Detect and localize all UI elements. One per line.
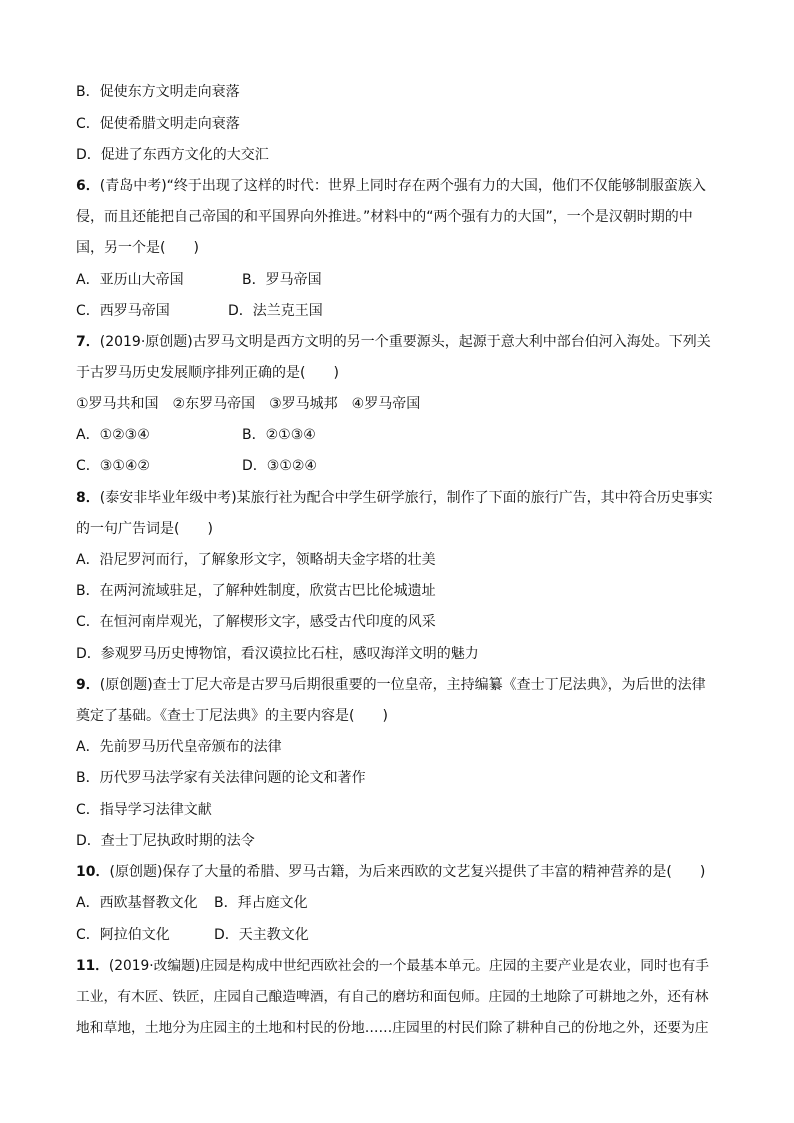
q6-stem-line3: 国，另一个是( ) xyxy=(76,240,199,256)
q9-text-line1: (原创题)查士丁尼大帝是古罗马后期很重要的一位皇帝，主持编纂《查士丁尼法典》，为后世的法律 xyxy=(99,677,706,693)
q7-option-b: B．②①③④ xyxy=(242,427,316,443)
q6-option-d: D．法兰克王国 xyxy=(228,303,323,319)
q7-option-a: A．①②③④ xyxy=(76,427,150,443)
q7-items: ①罗马共和国 ②东罗马帝国 ③罗马城邦 ④罗马帝国 xyxy=(76,396,421,412)
q10-options-row1 xyxy=(76,894,308,912)
q6-stem-line2: 侵，而且还能把自己帝国的和平国界向外推进。”材料中的“两个强有力的大国”，一个是汉朝时期的中 xyxy=(76,209,693,225)
q9-option-d: D．查士丁尼执政时期的法令 xyxy=(76,833,255,849)
q10-options-row2 xyxy=(76,926,309,944)
q7-option-c: C．③①④② xyxy=(76,458,150,474)
q6-option-a: A．亚历山大帝国 xyxy=(76,272,184,288)
q9-option-b: B．历代罗马法学家有关法律问题的论文和著作 xyxy=(76,770,366,786)
q7-options-row2 xyxy=(76,457,317,475)
q10-option-a: A．西欧基督教文化 xyxy=(76,895,198,911)
q6-number: 6． xyxy=(76,178,100,194)
q11-stem-line1 xyxy=(76,957,709,975)
q7-stem-line1 xyxy=(76,333,711,351)
q8-stem-line1 xyxy=(76,489,713,507)
q7-number: 7． xyxy=(76,334,100,350)
q5-option-c: C．促使希腊文明走向衰落 xyxy=(76,116,240,132)
q10-option-c: C．阿拉伯文化 xyxy=(76,927,170,943)
q9-option-c: C．指导学习法律文献 xyxy=(76,802,212,818)
q6-options-row1 xyxy=(76,271,322,289)
q7-stem-line2: 于古罗马历史发展顺序排列正确的是( ) xyxy=(76,365,339,381)
q6-stem-line1 xyxy=(76,177,706,195)
q11-stem-line2: 工业，有木匠、铁匠，庄园自己酿造啤酒，有自己的磨坊和面包师。庄园的土地除了可耕地之外，还有林 xyxy=(76,989,709,1005)
q6-text-line1: (青岛中考)“终于出现了这样的时代：世界上同时存在两个强有力的大国，他们不仅能够制服蛮族入 xyxy=(99,178,706,194)
q10-text-line1: (原创题)保存了大量的希腊、罗马古籍，为后来西欧的文艺复兴提供了丰富的精神营养的是( ) xyxy=(109,864,706,880)
q6-option-b: B．罗马帝国 xyxy=(242,272,322,288)
q10-option-d: D．天主教文化 xyxy=(214,927,309,943)
q7-option-d: D．③①②④ xyxy=(242,458,317,474)
q8-stem-line2: 的一句广告词是( ) xyxy=(76,521,213,537)
q8-number: 8． xyxy=(76,490,100,506)
q8-option-d: D．参观罗马历史博物馆，看汉谟拉比石柱，感叹海洋文明的魅力 xyxy=(76,646,479,662)
q11-number: 11． xyxy=(76,958,109,974)
q9-option-a: A．先前罗马历代皇帝颁布的法律 xyxy=(76,739,282,755)
q11-text-line1: (2019·改编题)庄园是构成中世纪西欧社会的一个最基本单元。庄园的主要产业是农业，同时也有手 xyxy=(108,958,709,974)
q6-options-row2 xyxy=(76,302,323,320)
q8-option-b: B．在两河流域驻足，了解种姓制度，欣赏古巴比伦城遗址 xyxy=(76,583,436,599)
q9-stem-line2: 奠定了基础。《查士丁尼法典》的主要内容是( ) xyxy=(76,708,388,724)
q8-option-a: A．沿尼罗河而行，了解象形文字，领略胡夫金字塔的壮美 xyxy=(76,552,436,568)
q8-option-c: C．在恒河南岸观光，了解楔形文字，感受古代印度的风采 xyxy=(76,614,436,630)
q5-option-d: D．促进了东西方文化的大交汇 xyxy=(76,147,269,163)
q7-text-line1: (2019·原创题)古罗马文明是西方文明的另一个重要源头，起源于意大利中部台伯河入海处。下列关 xyxy=(99,334,711,350)
q6-option-c: C．西罗马帝国 xyxy=(76,303,170,319)
q10-option-b: B．拜占庭文化 xyxy=(214,895,308,911)
q9-stem-line1 xyxy=(76,676,706,694)
q7-options-row1 xyxy=(76,426,316,444)
q10-stem-line1 xyxy=(76,863,705,881)
q10-number: 10． xyxy=(76,864,110,880)
q11-stem-line3: 地和草地，土地分为庄园主的土地和村民的份地……庄园里的村民们除了耕种自己的份地之外，还要为庄 xyxy=(76,1020,709,1036)
q9-number: 9． xyxy=(76,677,100,693)
q8-text-line1: (泰安非毕业年级中考)某旅行社为配合中学生研学旅行，制作了下面的旅行广告，其中符合历史事实 xyxy=(99,490,713,506)
q5-option-b: B．促使东方文明走向衰落 xyxy=(76,84,240,100)
